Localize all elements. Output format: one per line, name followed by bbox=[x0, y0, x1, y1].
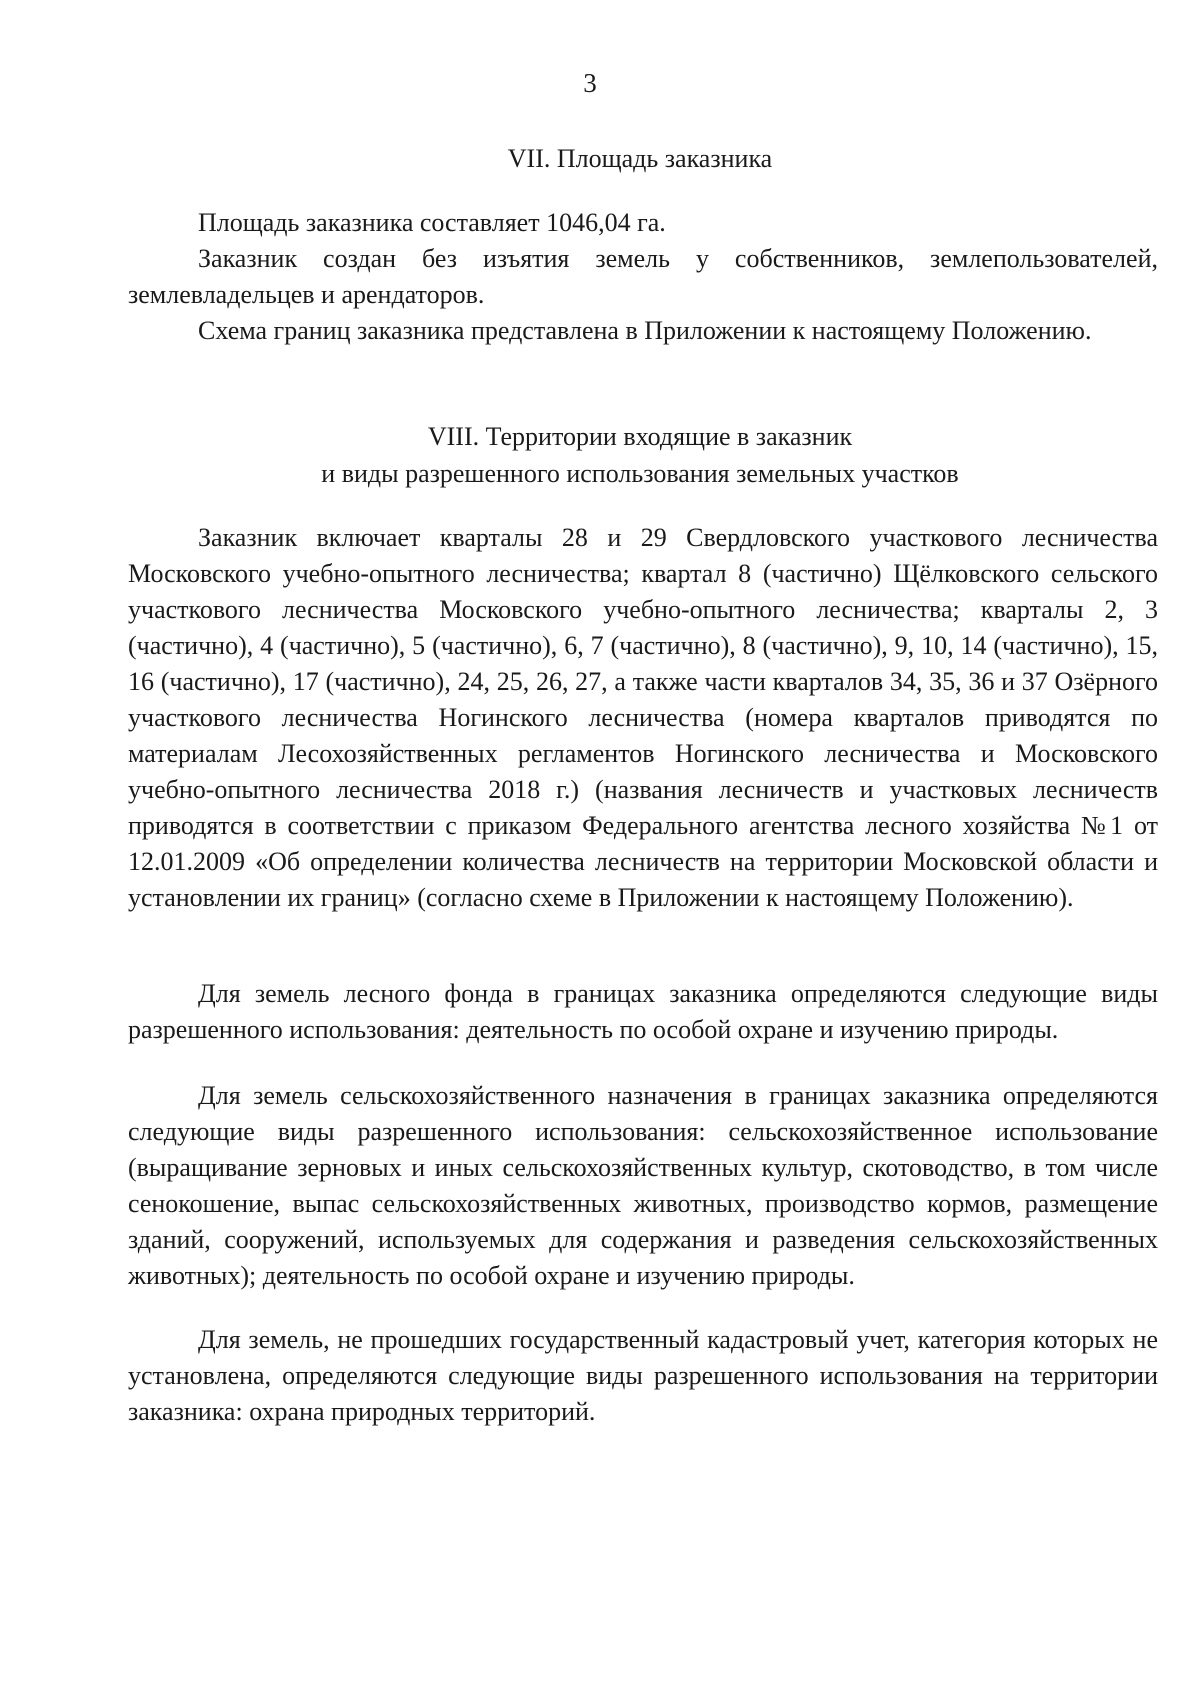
agricultural-land-paragraph: Для земель сельскохозяйственного назначения в границах заказника определяются следующие виды разрешенного использования: сельскохозяйственное использование (выращивание зерновых и иных сельскохозяйственных культур, скотоводство, в том числе сенокошение, выпас сельскохозяйственных животных, производство кормов, размещение зданий, сооружений, используемых для содержания и разведения сельскохозяйственных животных); деятельность по особой охране и изучению природы. bbox=[128, 1081, 1158, 1290]
section-viii-title bbox=[120, 418, 1160, 492]
section-vii-title-text: VII. Площадь заказника bbox=[507, 144, 773, 173]
uncadastered-land-paragraph: Для земель, не прошедших государственный кадастровый учет, категория которых не установлена, определяются следующие виды разрешенного использования на территории заказника: охрана природных территорий. bbox=[128, 1325, 1158, 1426]
area-paragraph: Площадь заказника составляет 1046,04 га. bbox=[198, 208, 666, 237]
boundary-scheme-paragraph: Схема границ заказника представлена в Приложении к настоящему Положению. bbox=[198, 316, 1092, 345]
section-vii-title bbox=[120, 140, 1160, 177]
forest-fund-paragraph: Для земель лесного фонда в границах заказника определяются следующие виды разрешенного использования: деятельность по особой охране и изучению природы. bbox=[128, 979, 1158, 1044]
page-number: 3 bbox=[583, 68, 597, 98]
section-viii-title-line1: VIII. Территории входящие в заказник bbox=[427, 422, 853, 451]
no-seizure-paragraph: Заказник создан без изъятия земель у собственников, землепользователей, землевладельцев и арендаторов. bbox=[128, 244, 1158, 309]
territory-paragraph: Заказник включает кварталы 28 и 29 Свердловского участкового лесничества Московского учебно-опытного лесничества; квартал 8 (частично) Щёлковского сельского участкового лесничества Московского учебно-опытного лесничества; кварталы 2, 3 (частично), 4 (частично), 5 (частично), 6, 7 (частично), 8 (частично), 9, 10, 14 (частично), 15, 16 (частично), 17 (частично), 24, 25, 26, 27, а также части кварталов 34, 35, 36 и 37 Озёрного участкового лесничества Ногинского лесничества (номера кварталов приводятся по материалам Лесохозяйственных регламентов Ногинского лесничества и Московского учебно-опытного лесничества 2018 г.) (названия лесничеств и участковых лесничеств приводятся в соответствии с приказом Федерального агентства лесного хозяйства №1 от 12.01.2009 «Об определении количества лесничеств на территории Московской области и установлении их границ» (согласно схеме в Приложении к настоящему Положению). bbox=[128, 523, 1158, 912]
section-viii-title-line2: и виды разрешенного использования земельных участков bbox=[321, 459, 959, 488]
